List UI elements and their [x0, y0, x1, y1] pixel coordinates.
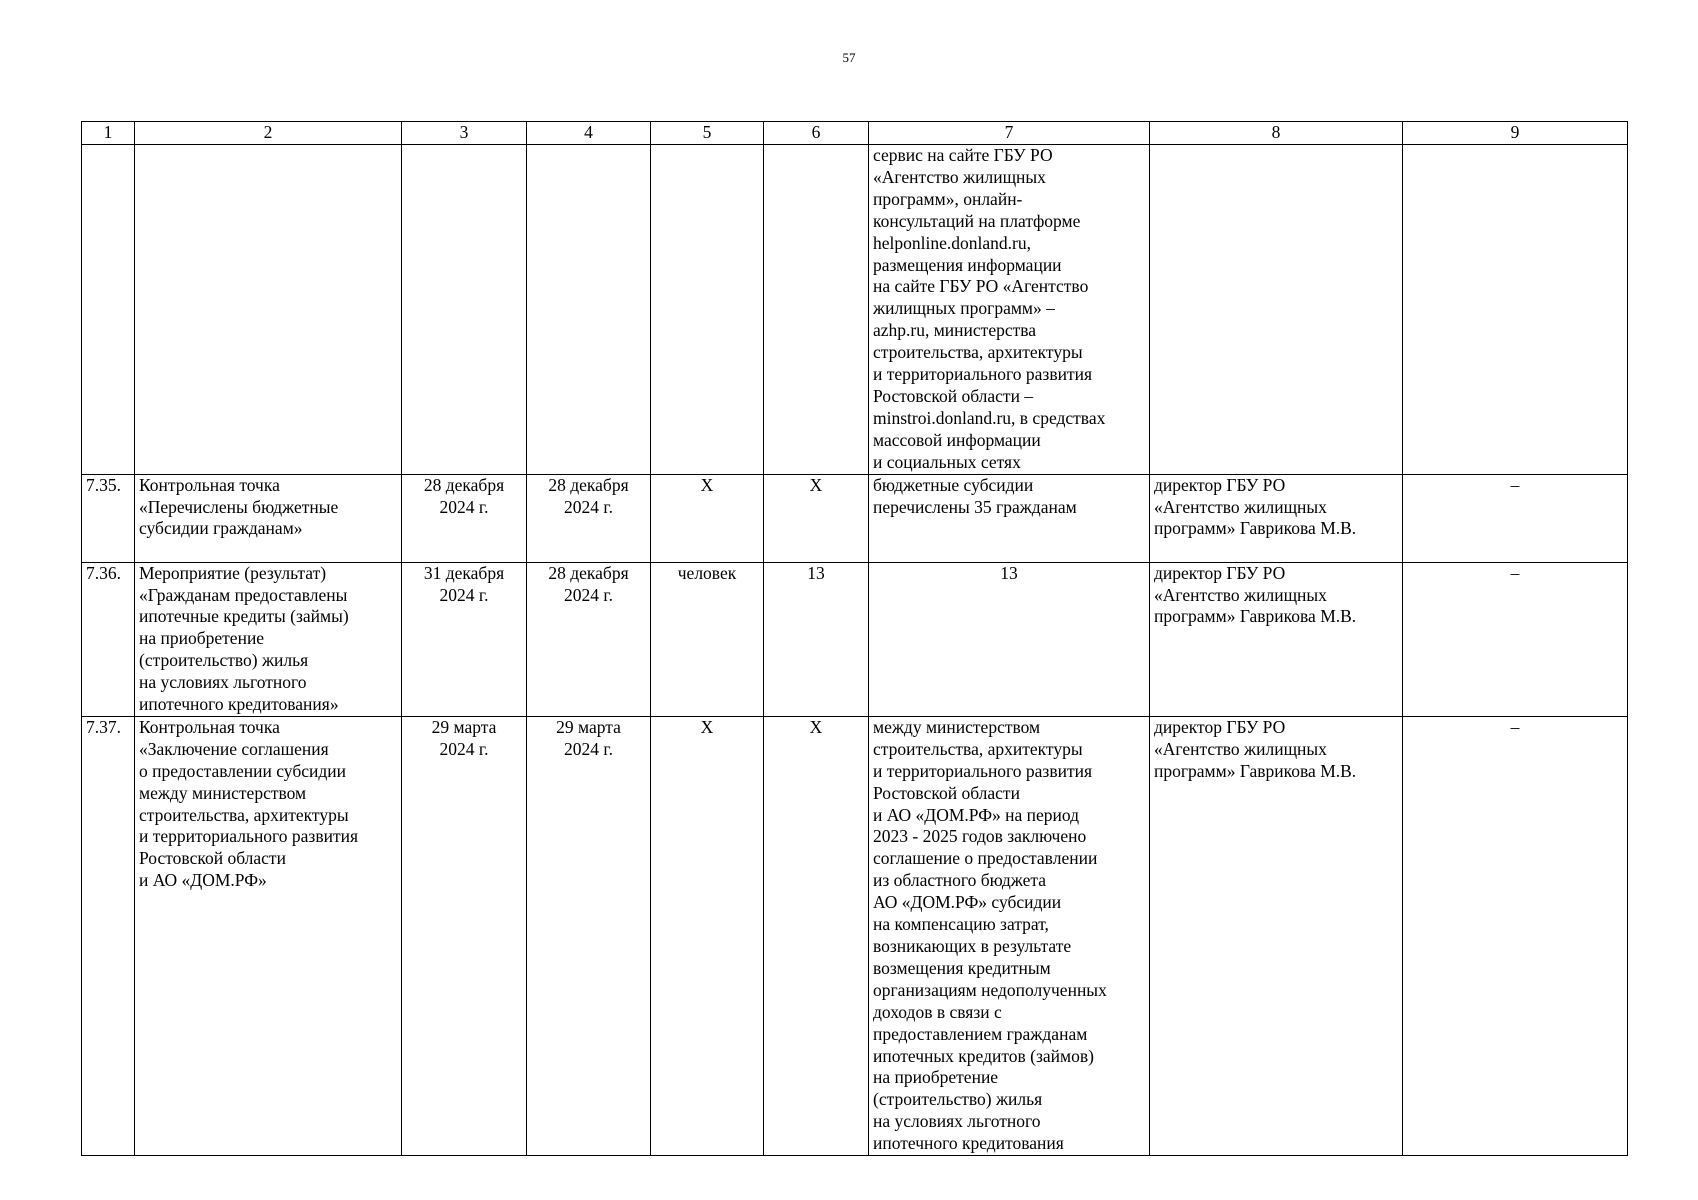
cell-text-line: и АО «ДОМ.РФ» [139, 870, 267, 891]
cell-text-line: бюджетные субсидии [873, 474, 1034, 495]
cell-text-line: «Агентство жилищных [1154, 584, 1327, 605]
cell-text-line: и социальных сетях [873, 451, 1021, 472]
cell-plan-date [402, 716, 527, 1155]
cell-responsible [1150, 716, 1403, 1155]
cell-fact-date [527, 716, 651, 1155]
cell-text-line: 28 декабря [548, 562, 629, 583]
cell-text-line: 28 декабря [548, 474, 629, 495]
cell-note: – [1403, 562, 1628, 716]
cell-text-line: 28 декабря [423, 474, 505, 495]
cell-text-line: программ», онлайн- [873, 188, 1023, 209]
table-row [82, 474, 1628, 562]
cell-text-line: «Заключение соглашения [139, 738, 329, 759]
header-col-7: 7 [869, 122, 1150, 145]
cell-responsible [1150, 145, 1403, 475]
cell-text-line: 2024 г. [564, 584, 613, 605]
cell-responsible [1150, 474, 1403, 562]
cell-text-line: массовой информации [873, 429, 1041, 450]
cell-text-line: azhp.ru, министерства [873, 320, 1037, 341]
cell-unit: Х [651, 716, 764, 1155]
cell-text-line: между министерством [139, 782, 307, 803]
cell-text-line: перечислены 35 гражданам [873, 496, 1077, 517]
cell-text-line: и АО «ДОМ.РФ» на период [873, 804, 1080, 825]
cell-text-line: строительства, архитектуры [873, 738, 1083, 759]
table-header-row [82, 122, 1628, 145]
page-number: 57 [842, 50, 856, 65]
cell-text-line: соглашение о предоставлении [873, 848, 1098, 869]
cell-plan-value [764, 145, 869, 475]
header-col-2: 2 [135, 122, 402, 145]
cell-text-line: minstroi.donland.ru, в средствах [873, 407, 1106, 428]
cell-text-line: на условиях льготного [139, 672, 307, 693]
cell-text-line: организациям недополученных [873, 979, 1107, 1000]
cell-num: 7.35. [82, 474, 135, 562]
cell-text-line: «Перечислены бюджетные [139, 496, 339, 517]
cell-result [869, 716, 1150, 1155]
table-row [82, 562, 1628, 716]
cell-text-line: размещения информации [873, 254, 1062, 275]
cell-text-line: Контрольная точка [139, 716, 280, 737]
cell-text-line: ипотечных кредитов (займов) [873, 1045, 1094, 1066]
cell-text-line: ипотечного кредитования» [139, 694, 339, 715]
cell-text-line: директор ГБУ РО [1154, 562, 1286, 583]
cell-text-line: 13 [1000, 562, 1018, 583]
header-col-4: 4 [527, 122, 651, 145]
cell-text-line: (строительство) жилья [139, 650, 309, 671]
cell-text-line: на приобретение [139, 628, 265, 649]
cell-text-line: 31 декабря [423, 562, 505, 583]
cell-note: – [1403, 474, 1628, 562]
cell-note [1403, 145, 1628, 475]
cell-text-line: возмещения кредитным [873, 957, 1051, 978]
cell-text-line: субсидии гражданам» [139, 518, 303, 539]
cell-text-line: «Агентство жилищных [873, 166, 1046, 187]
cell-text-line: доходов в связи с [873, 1001, 1002, 1022]
cell-text-line: директор ГБУ РО [1154, 716, 1286, 737]
cell-plan-value: 13 [764, 562, 869, 716]
cell-num: 7.37. [82, 716, 135, 1155]
cell-plan-value: Х [764, 474, 869, 562]
cell-name [135, 716, 402, 1155]
cell-text-line: возникающих в результате [873, 936, 1072, 956]
cell-fact-date [527, 474, 651, 562]
cell-text-line: 2024 г. [564, 738, 613, 759]
cell-text-line: Контрольная точка [139, 474, 280, 495]
cell-text-line: 29 марта [556, 716, 621, 737]
cell-result [869, 562, 1150, 716]
header-col-3: 3 [402, 122, 527, 145]
report-table [81, 121, 1628, 1156]
cell-fact-date [527, 145, 651, 475]
cell-text-line: «Гражданам предоставлены [139, 584, 348, 605]
table-row [82, 716, 1628, 1155]
cell-text-line: 29 марта [431, 716, 497, 737]
header-col-1: 1 [82, 122, 135, 145]
cell-responsible [1150, 562, 1403, 716]
cell-name [135, 474, 402, 562]
cell-text-line: строительства, архитектуры [873, 342, 1083, 363]
cell-text-line: 2023 - 2025 годов заключено [873, 826, 1087, 847]
cell-text-line: Ростовской области [139, 848, 286, 869]
cell-unit: Х [651, 474, 764, 562]
cell-num [82, 145, 135, 475]
cell-text-line: директор ГБУ РО [1154, 474, 1286, 495]
cell-text-line: (строительство) жилья [873, 1089, 1043, 1110]
cell-text-line: о предоставлении субсидии [139, 760, 346, 781]
cell-text-line: «Агентство жилищных [1154, 738, 1327, 759]
cell-unit [651, 145, 764, 475]
cell-text-line: между министерством [873, 716, 1041, 737]
cell-text-line: Ростовской области [873, 782, 1020, 803]
cell-text-line: «Агентство жилищных [1154, 496, 1327, 517]
header-col-8: 8 [1150, 122, 1403, 145]
cell-text-line: программ» Гаврикова М.В. [1154, 606, 1357, 627]
cell-text-line: на сайте ГБУ РО «Агентство [873, 276, 1089, 297]
cell-text-line: предоставлением гражданам [873, 1023, 1088, 1044]
cell-fact-date [527, 562, 651, 716]
cell-text-line: Мероприятие (результат) [139, 562, 327, 583]
cell-unit: человек [651, 562, 764, 716]
cell-text-line: строительства, архитектуры [139, 804, 349, 825]
table-row-continuation [82, 145, 1628, 475]
cell-text-line: жилищных программ» – [873, 298, 1055, 319]
header-col-9: 9 [1403, 122, 1628, 145]
cell-name [135, 562, 402, 716]
cell-text-line: Ростовской области – [873, 385, 1034, 406]
cell-text-line: на компенсацию затрат, [873, 914, 1049, 935]
cell-text-line: 2024 г. [564, 496, 613, 517]
cell-result [869, 145, 1150, 475]
cell-num: 7.36. [82, 562, 135, 716]
cell-name [135, 145, 402, 475]
header-col-6: 6 [764, 122, 869, 145]
header-col-5: 5 [651, 122, 764, 145]
cell-plan-value: Х [764, 716, 869, 1155]
cell-text-line: на условиях льготного [873, 1111, 1041, 1132]
cell-text-line: 2024 г. [439, 584, 489, 605]
cell-plan-date [402, 145, 527, 475]
cell-text-line: и территориального развития [873, 760, 1093, 781]
cell-text-line: и территориального развития [139, 826, 359, 847]
cell-text-line: сервис на сайте ГБУ РО [873, 145, 1053, 165]
cell-result [869, 474, 1150, 562]
cell-text-line: из областного бюджета [873, 870, 1047, 891]
cell-text-line: ипотечные кредиты (займы) [139, 606, 349, 627]
cell-text-line: программ» Гаврикова М.В. [1154, 760, 1357, 781]
cell-text-line: 2024 г. [439, 738, 489, 759]
cell-plan-date [402, 474, 527, 562]
cell-text-line: на приобретение [873, 1067, 999, 1088]
cell-note: – [1403, 716, 1628, 1155]
cell-plan-date [402, 562, 527, 716]
cell-text-line: ипотечного кредитования [873, 1133, 1064, 1154]
cell-text-line: и территориального развития [873, 364, 1093, 385]
cell-text-line: программ» Гаврикова М.В. [1154, 518, 1357, 539]
cell-text-line: helponline.donland.ru, [873, 232, 1031, 253]
cell-text-line: консультаций на платформе [873, 210, 1081, 231]
cell-text-line: АО «ДОМ.РФ» субсидии [873, 892, 1062, 913]
cell-text-line: 2024 г. [439, 496, 489, 517]
